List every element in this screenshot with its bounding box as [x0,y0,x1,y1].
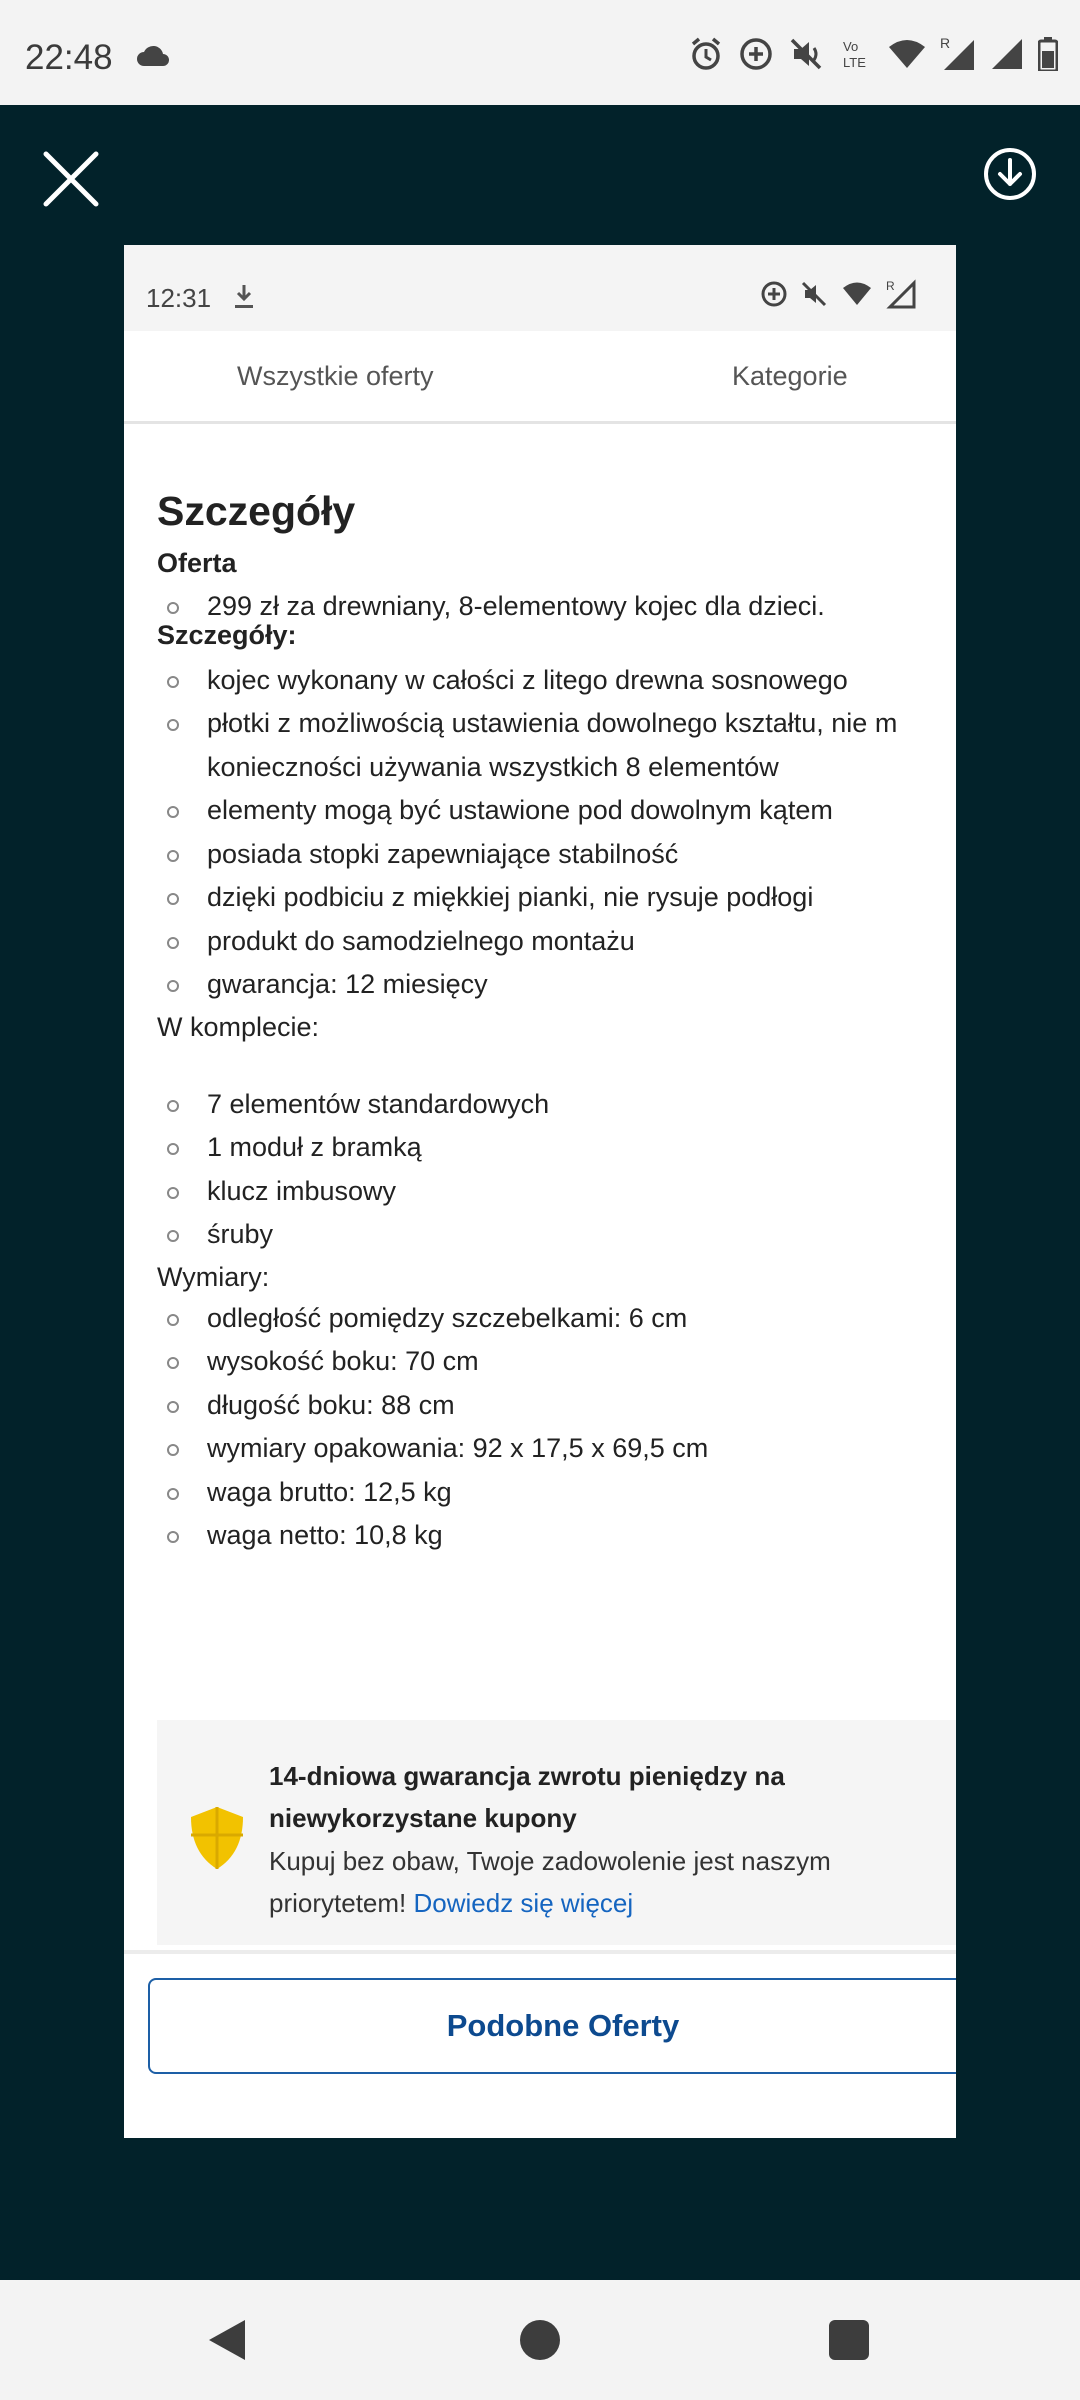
details-list [157,659,956,1007]
list-item: kojec wykonany w całości z litego drewna sosnowego [157,659,956,703]
guarantee-message: Kupuj bez obaw, Twoje zadowolenie jest naszym priorytetem! [269,1846,831,1918]
mute-icon [788,36,826,72]
details-section [157,485,956,1558]
download-status-icon [230,281,258,311]
shield-icon [189,1805,245,1871]
list-item: 299 zł za drewniany, 8-elementowy kojec dla dzieci. [157,585,956,629]
recents-icon[interactable] [829,2320,869,2360]
list-item: posiada stopki zapewniające stabilność [157,833,956,877]
divider [124,1950,956,1954]
guarantee-text [269,1840,929,1924]
kit-list [157,1083,956,1257]
svg-text:R: R [886,279,895,293]
list-item: odległość pomiędzy szczebelkami: 6 cm [157,1297,956,1341]
list-item-continuation: konieczności używania wszystkich 8 elementów [207,751,779,782]
alarm-icon [688,36,724,72]
status-time: 22:48 [25,38,113,77]
home-icon[interactable] [520,2320,560,2360]
inner-wifi-icon [842,281,872,307]
volte-icon [840,36,874,72]
cloud-icon [135,44,171,68]
tab-categories[interactable]: Kategorie [732,361,848,391]
signal-icon [990,37,1024,71]
svg-text:Vo: Vo [843,39,859,54]
inner-status-icons [760,279,918,309]
list-item: długość boku: 88 cm [157,1384,956,1428]
guarantee-box [157,1720,956,1945]
back-icon[interactable] [205,2318,249,2362]
list-item: waga brutto: 12,5 kg [157,1471,956,1515]
dimensions-heading: Wymiary: [157,1261,270,1292]
signal-roaming-icon [940,36,976,72]
download-icon[interactable] [982,146,1038,202]
screenshot-image [124,245,956,2138]
svg-text:R: R [940,36,951,51]
learn-more-link[interactable]: Dowiedz się więcej [413,1888,634,1918]
inner-data-saver-icon [760,280,788,308]
list-item: wysokość boku: 70 cm [157,1340,956,1384]
offer-heading: Oferta [157,548,237,578]
list-item: 1 moduł z bramką [157,1126,956,1170]
list-item: dzięki podbiciu z miękkiej pianki, nie rysuje podłogi [157,876,956,920]
system-status-bar [0,0,1080,105]
kit-heading: W komplecie: [157,1011,320,1042]
inner-status-bar [124,245,956,331]
details-title: Szczegóły [157,488,356,534]
list-item: produkt do samodzielnego montażu [157,920,956,964]
status-icons [688,36,1058,72]
wifi-icon [888,38,926,70]
list-item: elementy mogą być ustawione pod dowolnym kątem [157,789,956,833]
list-item: waga netto: 10,8 kg [157,1514,956,1558]
list-item: płotki z możliwością ustawienia dowolnego kształtu, nie m [157,702,956,746]
list-item: śruby [157,1213,956,1257]
inner-mute-icon [800,280,830,308]
inner-status-time: 12:31 [146,283,212,313]
list-item: 7 elementów standardowych [157,1083,956,1127]
details-heading: Szczegóły: [157,619,297,650]
inner-signal-icon [884,279,918,309]
battery-icon [1038,37,1058,71]
list-item: gwarancja: 12 miesięcy [157,963,956,1007]
data-saver-icon [738,36,774,72]
dimensions-list [157,1297,956,1558]
tab-bar [124,331,956,424]
list-item: klucz imbusowy [157,1170,956,1214]
offer-list [157,585,956,629]
similar-offers-button[interactable]: Podobne Oferty [148,1978,956,2074]
svg-text:LTE: LTE [843,55,866,70]
tab-all-offers[interactable]: Wszystkie oferty [237,361,434,391]
list-item: wymiary opakowania: 92 x 17,5 x 69,5 cm [157,1427,956,1471]
close-icon[interactable] [40,148,102,210]
guarantee-title: 14-dniowa gwarancja zwrotu pieniędzy na niewykorzystane kupony [269,1761,785,1833]
